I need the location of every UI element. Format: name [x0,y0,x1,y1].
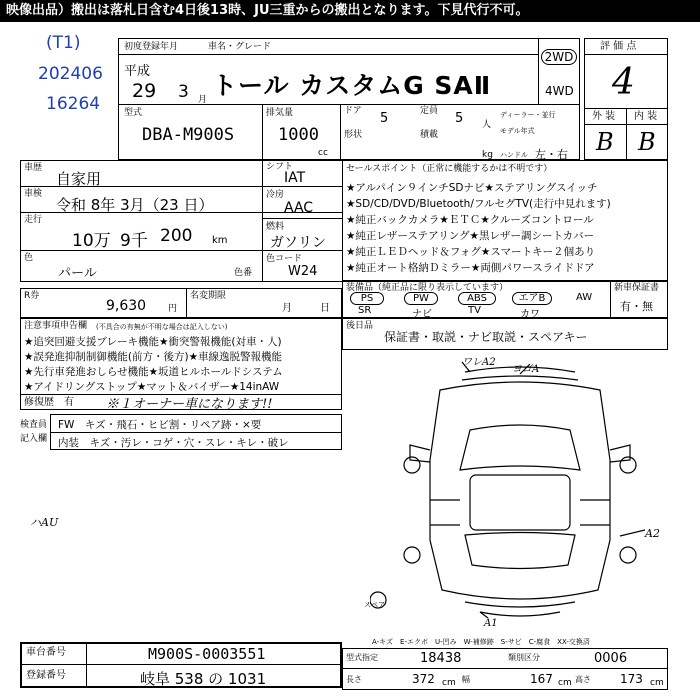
month-unit: 月 [282,303,292,314]
front-mark: ワレA2 [462,357,496,368]
usage-value: 自家用 [56,170,102,188]
ac-label: 冷房 [266,190,285,200]
model-year-label: モデル年式 [500,127,535,135]
sales-points-label: セールスポイント（正常に機能するかは不明です） [346,164,553,174]
doors-value: 5 [380,111,389,126]
inspector-note-fw: FW キズ・飛石・ヒビ割・リペア跡・×要 [58,419,262,431]
model-code: DBA-M900S [142,125,235,145]
doors-label: ドア [344,106,362,116]
sales-point: ★純正バックカメラ★ＥＴＣ★クルーズコントロール [346,214,594,226]
shape-label: 形状 [344,130,363,140]
length-unit: cm [442,678,456,688]
lot-stamp-line1: (T1) [46,33,81,53]
color-no-label: 色番 [234,268,253,278]
dealer-label: ディーラー・並行 [500,111,556,119]
reg-month-unit: 月 [198,95,208,105]
exterior-grade: B [596,128,614,156]
color-code-value: W24 [288,264,318,279]
note-line: ★アイドリングストップ★マット＆バイザー★14inAW [24,381,280,393]
inspection-value: 令和 8年 3月（23 日） [56,196,214,214]
equip-sr: SR [358,305,372,316]
fuel-value: ガソリン [270,235,326,251]
mileage-label: 走行 [24,215,43,225]
new-warranty-value: 有・無 [620,300,653,313]
sales-point: ★SD/CD/DVD/Bluetooth/フルセグTV(走行中見れます) [346,198,611,210]
color-code-label: 色コード [266,254,303,264]
height-value: 173 [620,672,643,686]
front-note: ヨゴA [512,364,540,375]
reg-year: 29 [132,80,157,102]
notes-label: 注意事項申告欄 [24,321,88,331]
equip-ps: PS [350,292,384,305]
drive-2wd-circled: 2WD [541,49,577,65]
name-change-label: 名変期限 [190,291,227,301]
height-label: 高さ [575,675,591,684]
cc-unit: cc [318,148,328,158]
car-name: トール カスタムG SAⅡ [212,71,492,100]
plate-number: 岐阜 538 の 1031 [140,670,267,688]
equip-pw: PW [404,292,438,305]
model-label: 型式 [124,108,143,118]
damage-legend: A-キズ E-エクボ U-凹み W-補修跡 S-サビ C-腐食 XX-交換済 [372,638,590,646]
notes-sublabel: (不具合の有無が不明な場合は記入しない) [96,323,228,331]
rating-label: 評 価 点 [600,41,637,52]
drive-4wd: 4WD [545,84,574,98]
note-line: ★追突回避支援ブレーキ機能★衝突警報機能(対車・人) [24,336,282,348]
capacity-value: 5 [455,111,464,126]
sales-points-list [346,180,666,276]
new-warranty-label: 新車保証書 [614,283,660,293]
equip-airbag: エアB [512,292,552,305]
equip-aw: AW [576,292,593,303]
model-designation-value: 18438 [420,651,462,666]
height-unit: cm [650,678,664,688]
sales-point: ★純正レザーステアリング★黒レザー調シートカバー [346,230,595,242]
attachments-value: 保証書・取説・ナビ取説・スペアキー [384,330,588,344]
inspector-note-interior: 内装 キズ・汚レ・コゲ・穴・スレ・キレ・破レ [58,437,289,449]
equip-abs: ABS [458,292,496,305]
side-note: A2 [645,527,660,540]
mileage-rest: 200 [160,226,193,246]
interior-label: 内 装 [634,111,658,122]
displacement-value: 1000 [278,125,319,145]
sales-point: ★アルパイン９インチSDナビ★ステアリングスイッチ [346,182,598,194]
equip-leather: カワ [520,309,540,320]
length-label: 長さ [346,675,362,684]
era: 平成 [124,64,151,79]
sales-point: ★純正オート格納Ｄミラー★両側パワースライドドア [346,262,595,274]
kg-unit: kg [482,150,493,160]
color-value: パール [58,266,97,281]
displacement-label: 排気量 [266,108,294,118]
category-no-label: 類別区分 [508,653,540,662]
note-line: ★誤発進抑制制御機能(前方・後方)★車線逸脱警報機能 [24,351,283,363]
inspector-label: 検査員 [20,420,48,430]
mileage-sen: 9千 [120,231,148,251]
aside-note: ハAU [30,516,59,529]
width-label: 幅 [462,675,470,684]
first-reg-label: 初度登録年月 [124,42,179,52]
mileage-man: 10万 [72,231,111,251]
category-no-value: 0006 [594,651,628,666]
exterior-label: 外 装 [592,111,616,122]
color-label: 色 [24,253,34,263]
yen-unit: 円 [168,304,178,314]
equip-tv: TV [468,305,481,316]
attachments-label: 後日品 [346,321,374,331]
model-designation-label: 型式指定 [346,653,378,662]
fuel-label: 燃料 [266,222,285,232]
person-unit: 人 [482,120,492,130]
notes-list [24,334,342,394]
recycle-label: R券 [24,291,40,301]
handle-label: ハンドル [500,151,528,159]
day-unit: 日 [320,303,330,314]
sales-point: ★純正ＬＥＤヘッド＆フォグ★スマートキー２個あり [346,246,596,258]
car-name-label: 車名・グレード [208,42,272,52]
recycle-fee: 9,630 [106,298,147,314]
entry-label: 記入欄 [20,434,48,444]
recycle-box [20,288,342,318]
equip-navi: ナビ [412,309,432,320]
lot-stamp-line2: 202406 [38,64,103,84]
interior-grade: B [638,128,656,156]
inspection-label: 車検 [24,189,43,199]
width-unit: cm [558,678,572,688]
shift-label: シフト [266,162,294,172]
loading-label: 積載 [420,130,439,140]
car-damage-diagram [370,350,670,630]
plate-label: 登録番号 [26,670,66,681]
shift-value: IAT [284,170,306,186]
ac-value: AAC [284,200,314,216]
length-value: 372 [412,672,435,686]
equipment-label: 装備品（純正品に限り表示しています） [346,283,509,293]
note-line: ★先行車発進おしらせ機能★坂道ヒルホールドシステム [24,366,283,378]
usage-label: 車歴 [24,163,43,173]
handle-value: 左・右 [535,148,568,161]
width-value: 167 [530,672,553,686]
repair-note: ※１オーナー車になります!! [106,397,273,412]
capacity-label: 定員 [420,106,439,116]
top-banner: 映像出品）搬出は落札日含む4日後13時、JU三重からの搬出となります。下見代行不可。 [0,0,700,22]
chassis-number: M900S-0003551 [148,645,266,663]
repair-label: 修復歴 [24,397,54,408]
chassis-label: 車台番号 [26,647,66,658]
spare-label: スペア [364,601,385,609]
lot-stamp-line3: 16264 [46,94,101,114]
rear-note: A1 [484,618,498,629]
repair-count-label: 有 [64,397,74,408]
rating-score: 4 [612,62,635,103]
mileage-unit: km [212,235,228,246]
reg-month: 3 [178,82,189,102]
